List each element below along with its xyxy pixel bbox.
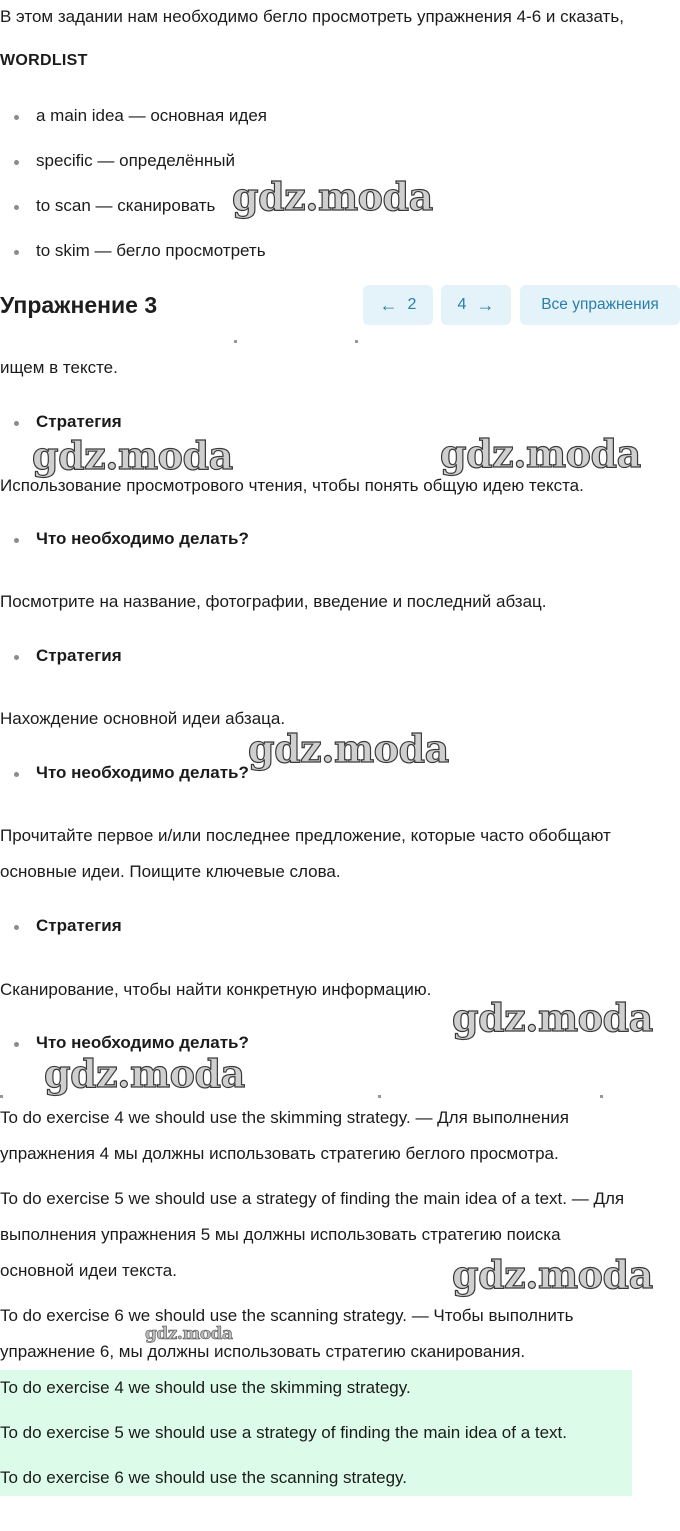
bullet-dot (14, 772, 19, 777)
todo-label: Что необходимо делать? (36, 529, 249, 548)
watermark-logo: gdz.moda (145, 1324, 233, 1344)
body-text: Посмотрите на название, фотографии, введение и последний абзац. (0, 592, 547, 611)
answer-text: упражнения 4 мы должны использовать стратегию беглого просмотра. (0, 1144, 559, 1163)
next-exercise-button[interactable] (441, 285, 511, 325)
watermark-logo: gdz.moda (248, 726, 449, 771)
body-text: Прочитайте первое и/или последнее предложение, которые часто обобщают (0, 826, 611, 845)
todo-label: Что необходимо делать? (36, 763, 249, 782)
bullet-dot (14, 421, 19, 426)
bullet-dot (14, 925, 19, 930)
strategy-label: Стратегия (36, 412, 122, 431)
bullet-dot (14, 1042, 19, 1047)
bullet-dot (14, 205, 19, 210)
bullet-dot (14, 538, 19, 543)
answer-text: выполнения упражнения 5 мы должны использовать стратегию поиска (0, 1225, 561, 1244)
watermark-logo: gdz.moda (32, 433, 233, 478)
watermark-logo: gdz.moda (440, 431, 641, 476)
body-text: Сканирование, чтобы найти конкретную информацию. (0, 980, 432, 999)
list-item: to scan — сканировать (36, 196, 216, 215)
body-text: основные идеи. Поищите ключевые слова. (0, 862, 341, 881)
answer-text: To do exercise 6 we should use the scanning strategy. — Чтобы выполнить (0, 1306, 574, 1325)
page-title: Упражнение 3 (0, 292, 158, 318)
highlight-line: To do exercise 6 we should use the scanning strategy. (0, 1468, 407, 1487)
clipped-text-remnant (0, 1095, 680, 1098)
answer-text: основной идеи текста. (0, 1261, 177, 1280)
bullet-dot (14, 115, 19, 120)
prev-exercise-label: 2 (407, 296, 417, 313)
wordlist-title: WORDLIST (0, 52, 88, 69)
watermark-logo: gdz.moda (44, 1051, 245, 1096)
list-item: specific — определённый (36, 151, 236, 170)
strategy-label: Стратегия (36, 916, 122, 935)
watermark-logo: gdz.moda (452, 995, 653, 1040)
prev-exercise-button[interactable] (363, 285, 433, 325)
todo-label: Что необходимо делать? (36, 1033, 249, 1052)
body-text: ищем в тексте. (0, 358, 118, 377)
all-exercises-label: Все упражнения (541, 296, 659, 313)
intro-text: В этом задании нам необходимо бегло просмотреть упражнения 4-6 и сказать, (0, 7, 624, 26)
watermark-logo: gdz.moda (452, 1252, 653, 1297)
highlight-line: To do exercise 5 we should use a strategy of finding the main idea of a text. (0, 1423, 568, 1442)
bullet-dot (14, 160, 19, 165)
body-text: Использование просмотрового чтения, чтобы понять общую идею текста. (0, 476, 584, 495)
watermark-logo: gdz.moda (232, 174, 433, 219)
strategy-label: Стратегия (36, 646, 122, 665)
all-exercises-button[interactable] (520, 285, 680, 325)
list-item: to skim — бегло просмотреть (36, 241, 266, 260)
answer-text: упражнение 6, мы должны использовать стратегию сканирования. (0, 1342, 526, 1361)
bullet-dot (14, 655, 19, 660)
clipped-text-remnant (0, 340, 680, 343)
highlight-line: To do exercise 4 we should use the skimming strategy. (0, 1378, 411, 1397)
answer-text: To do exercise 5 we should use a strategy of finding the main idea of a text. — Для (0, 1189, 625, 1208)
body-text: Нахождение основной идеи абзаца. (0, 709, 286, 728)
arrow-left-icon: ← (379, 294, 398, 315)
next-exercise-label: 4 (457, 296, 467, 313)
arrow-right-icon: → (476, 294, 495, 315)
list-item: a main idea — основная идея (36, 106, 268, 125)
answer-text: To do exercise 4 we should use the skimming strategy. — Для выполнения (0, 1108, 569, 1127)
bullet-dot (14, 250, 19, 255)
